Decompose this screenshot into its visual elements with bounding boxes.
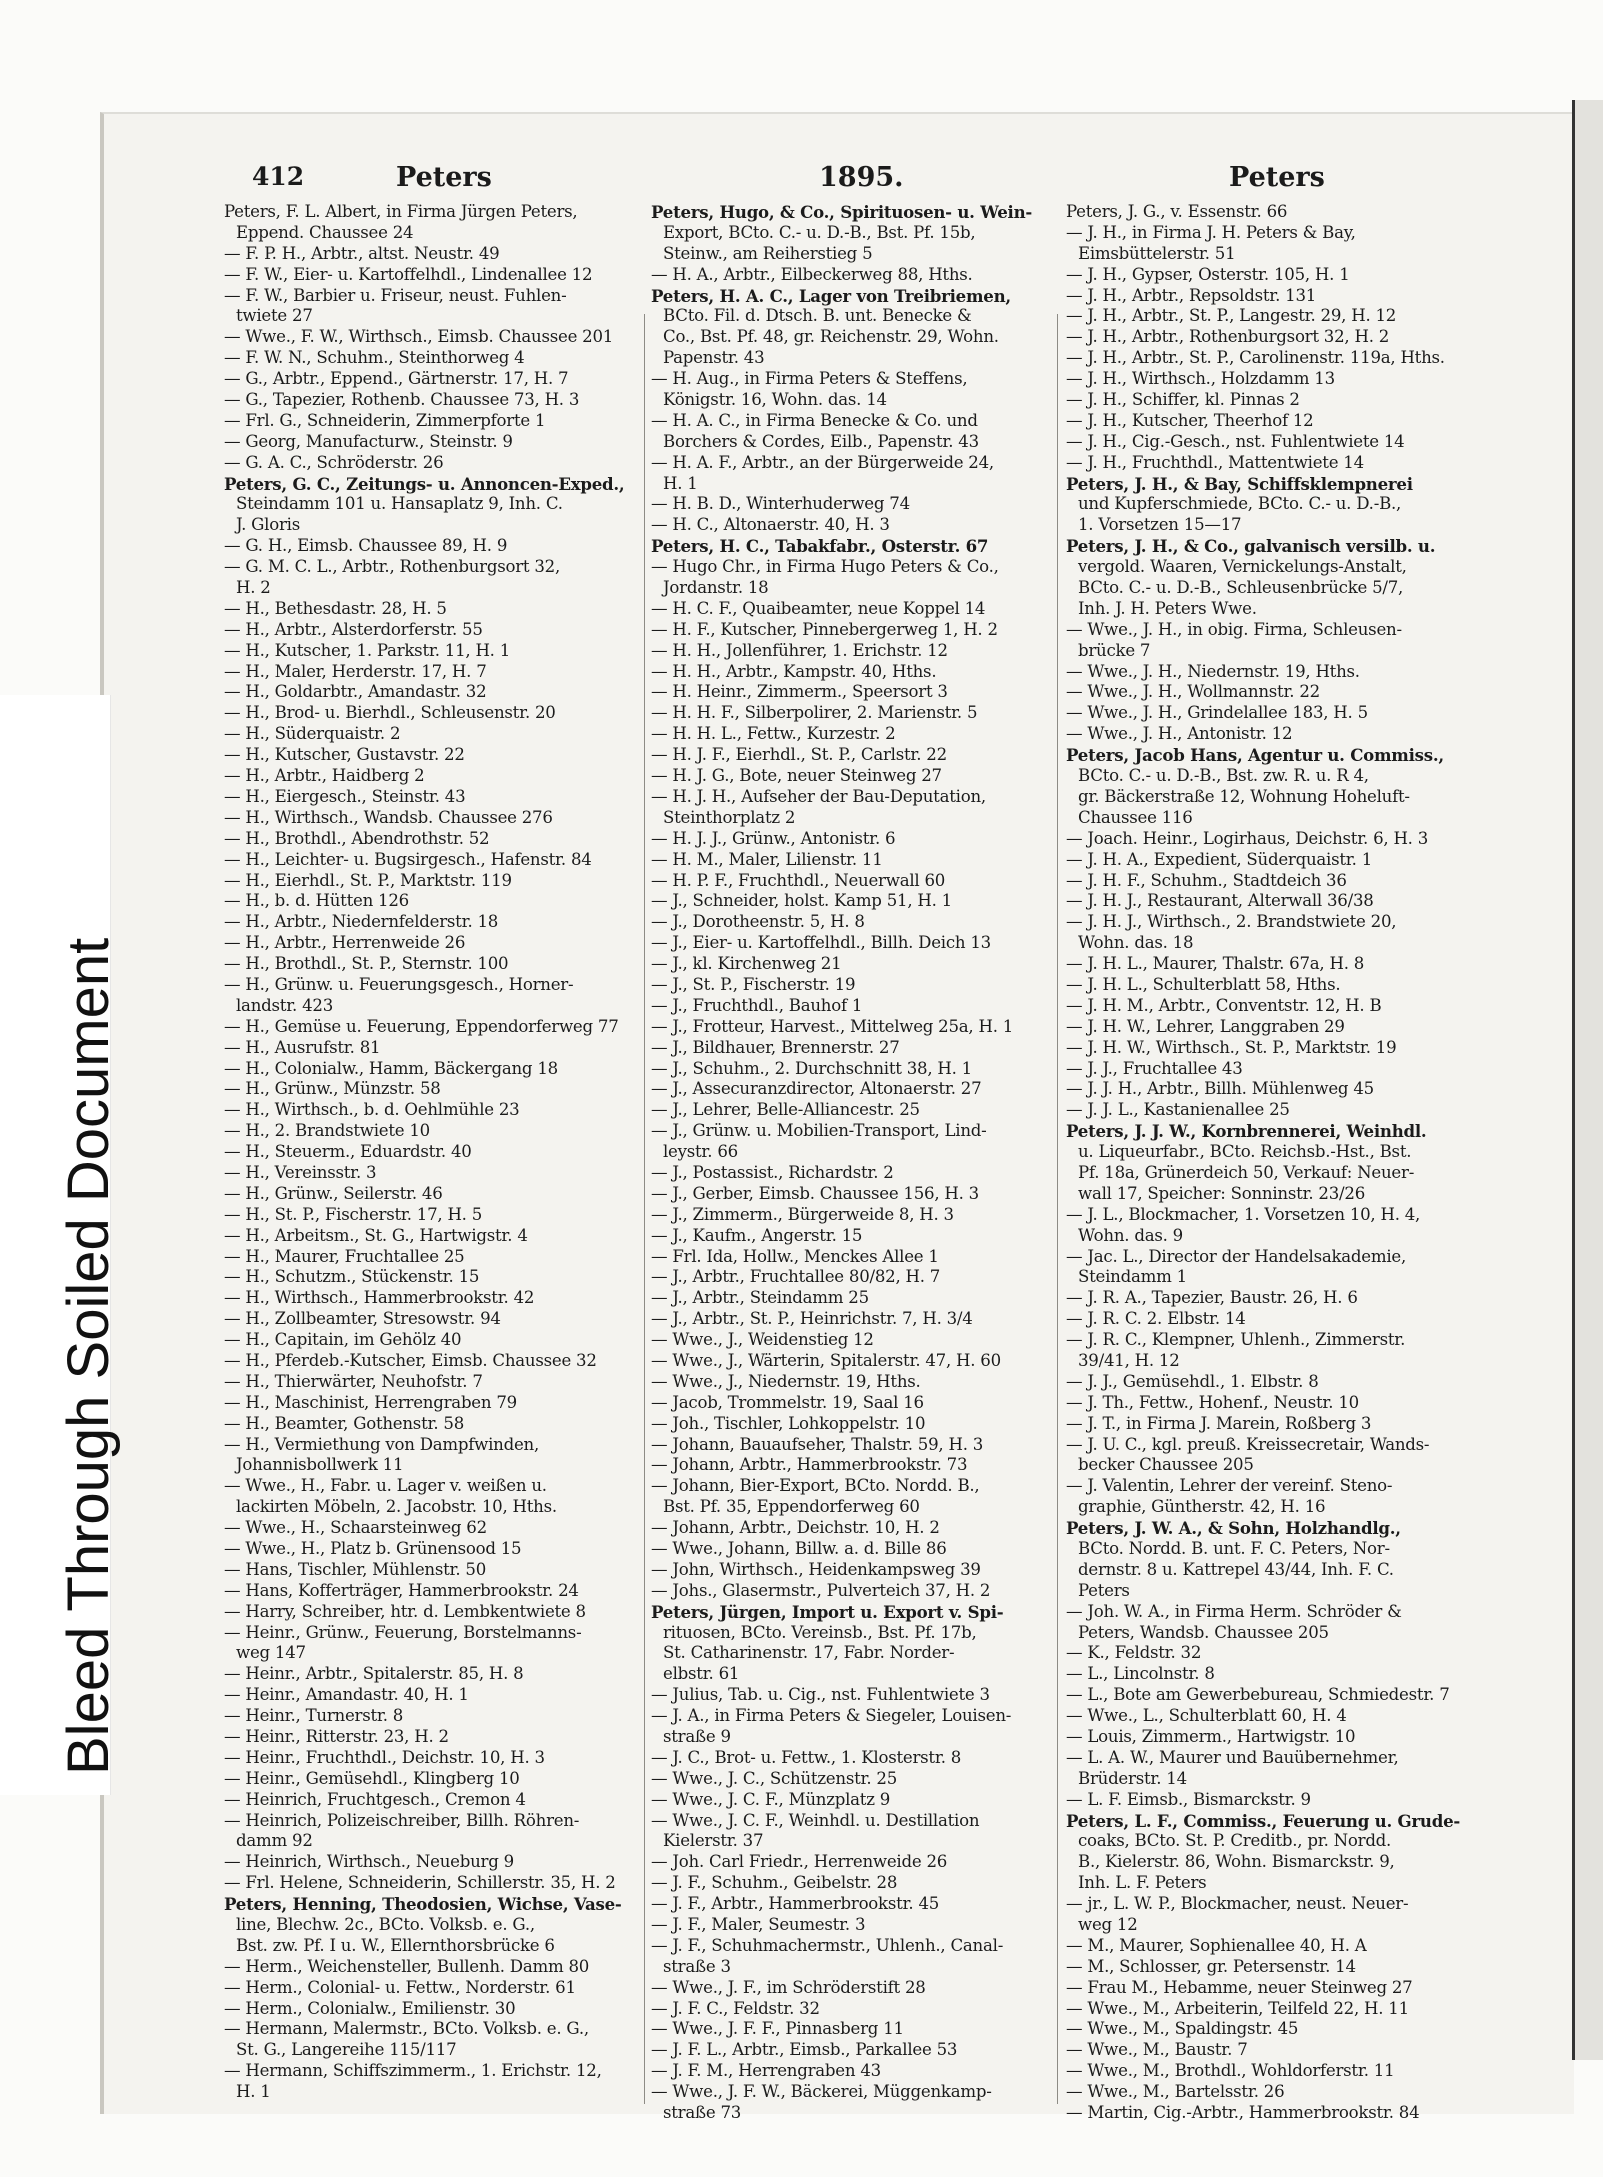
entry-line: — J. J. H., Arbtr., Billh. Mühlenweg 45 xyxy=(1066,1079,1374,1099)
entry-line: — J. H., Schiffer, kl. Pinnas 2 xyxy=(1066,390,1300,410)
entry-line: — J., Bildhauer, Brennerstr. 27 xyxy=(651,1037,900,1057)
entry-line: lackirten Möbeln, 2. Jacobstr. 10, Hths. xyxy=(236,1497,557,1517)
entry-line: Johannisbollwerk 11 xyxy=(236,1455,404,1475)
entry-line: — J. H. A., Expedient, Süderquaistr. 1 xyxy=(1066,849,1373,869)
entry-line: — J., kl. Kirchenweg 21 xyxy=(651,954,842,974)
entry-line: — H., Maler, Herderstr. 17, H. 7 xyxy=(224,661,487,681)
column-1 xyxy=(224,202,636,2103)
entry-line: — H., Süderquaistr. 2 xyxy=(224,724,401,744)
entry-line: — Frau M., Hebamme, neuer Steinweg 27 xyxy=(1066,1977,1413,1997)
entry-line: — H., Goldarbtr., Amandastr. 32 xyxy=(224,682,487,702)
entry-line: Wohn. das. 9 xyxy=(1078,1225,1183,1245)
entry-line: St. Catharinenstr. 17, Fabr. Norder- xyxy=(663,1643,955,1663)
entry-line: — J. R. A., Tapezier, Baustr. 26, H. 6 xyxy=(1066,1288,1358,1308)
entry-line: — Wwe., J. C. F., Münzplatz 9 xyxy=(651,1789,891,1809)
entry-line: — J., Arbtr., Fruchtallee 80/82, H. 7 xyxy=(651,1267,941,1287)
entry-line: — Frl. Ida, Hollw., Menckes Allee 1 xyxy=(651,1246,939,1266)
entry-line: — H., Arbtr., Alsterdorferstr. 55 xyxy=(224,619,483,639)
entry-line: — J. H. J., Wirthsch., 2. Brandstwiete 20, xyxy=(1066,912,1397,932)
entry-heading: Peters, H. A. C., Lager von Treibriemen, xyxy=(651,285,1011,306)
entry-line: — L., Bote am Gewerbebureau, Schmiedestr. 7 xyxy=(1066,1685,1450,1705)
entry-line: — Herm., Weichensteller, Bullenh. Damm 80 xyxy=(224,1956,590,1976)
entry-line: — Louis, Zimmerm., Hartwigstr. 10 xyxy=(1066,1727,1356,1747)
entry-line: — J., Dorotheenstr. 5, H. 8 xyxy=(651,912,865,932)
entry-line: — H., Eierhdl., St. P., Marktstr. 119 xyxy=(224,870,512,890)
entry-line: — J. H., Wirthsch., Holzdamm 13 xyxy=(1066,369,1335,389)
entry-line: Papenstr. 43 xyxy=(663,348,765,368)
entry-line: — L., Lincolnstr. 8 xyxy=(1066,1664,1215,1684)
entry-line: — J. F., Schuhm., Geibelstr. 28 xyxy=(651,1873,898,1893)
entry-line: — Heinr., Turnerstr. 8 xyxy=(224,1706,404,1726)
entry-line: — M., Schlosser, gr. Petersenstr. 14 xyxy=(1066,1956,1356,1976)
entry-line: — Jacob, Trommelstr. 19, Saal 16 xyxy=(651,1392,924,1412)
entry-line: Peters, J. G., v. Essenstr. 66 xyxy=(1066,202,1288,221)
entry-heading: Peters, J. J. W., Kornbrennerei, Weinhdl. xyxy=(1066,1121,1427,1142)
entry-line: — J., Postassist., Richardstr. 2 xyxy=(651,1162,894,1182)
entry-heading: Peters, Henning, Theodosien, Wichse, Vase- xyxy=(224,1894,622,1915)
entry-line: — H., Brod- u. Bierhdl., Schleusenstr. 20 xyxy=(224,703,556,723)
entry-line: — Heinr., Grünw., Feuerung, Borstelmanns- xyxy=(224,1622,582,1642)
entry-line: weg 147 xyxy=(236,1643,306,1663)
entry-line: — Heinr., Ritterstr. 23, H. 2 xyxy=(224,1727,449,1747)
entry-line: — J. H. M., Arbtr., Conventstr. 12, H. B xyxy=(1066,995,1382,1015)
entry-line: — J. H., Fruchthdl., Mattentwiete 14 xyxy=(1066,452,1364,472)
entry-line: — M., Maurer, Sophienallee 40, H. A xyxy=(1066,1935,1367,1955)
entry-line: — J., Zimmerm., Bürgerweide 8, H. 3 xyxy=(651,1204,954,1224)
entry-line: — H., Steuerm., Eduardstr. 40 xyxy=(224,1142,472,1162)
entry-line: — H., Zollbeamter, Stresowstr. 94 xyxy=(224,1309,501,1329)
entry-line: — Wwe., M., Arbeiterin, Teilfeld 22, H. 11 xyxy=(1066,1998,1409,2018)
entry-line: — Wwe., Johann, Billw. a. d. Bille 86 xyxy=(651,1539,947,1558)
entry-line: — H. A., Arbtr., Eilbeckerweg 88, Hths. xyxy=(651,264,973,284)
entry-line: — Wwe., J. C., Schützenstr. 25 xyxy=(651,1768,898,1788)
entry-line: elbstr. 61 xyxy=(663,1664,740,1684)
entry-line: Export, BCto. C.- u. D.-B., Bst. Pf. 15b, xyxy=(663,222,976,242)
entry-line: — H., Vermiethung von Dampfwinden, xyxy=(224,1434,539,1454)
entry-line: — H., Arbtr., Niedernfelderstr. 18 xyxy=(224,912,499,932)
entry-line: — H. J. J., Grünw., Antonistr. 6 xyxy=(651,828,896,848)
side-label-text: Bleed Through Soiled Document xyxy=(56,937,121,1775)
entry-line: BCto. Nordd. B. unt. F. C. Peters, Nor- xyxy=(1078,1539,1390,1558)
entry-line: — H., Eiergesch., Steinstr. 43 xyxy=(224,786,466,806)
entry-line: — G., Tapezier, Rothenb. Chaussee 73, H. 3 xyxy=(224,390,580,410)
entry-line: — H., Leichter- u. Bugsirgesch., Hafenstr. 84 xyxy=(224,849,592,869)
entry-line: — J., Frotteur, Harvest., Mittelweg 25a, H. 1 xyxy=(651,1016,1014,1036)
entry-line: J. Gloris xyxy=(236,515,300,535)
entry-line: — J. R. C. 2. Elbstr. 14 xyxy=(1066,1309,1246,1329)
entry-line: Jordanstr. 18 xyxy=(663,578,769,598)
entry-line: BCto. Fil. d. Dtsch. B. unt. Benecke & xyxy=(663,306,972,326)
entry-line: — H. A. C., in Firma Benecke & Co. und xyxy=(651,410,978,430)
entry-line: — Heinr., Amandastr. 40, H. 1 xyxy=(224,1685,469,1705)
entry-line: — J., Fruchthdl., Bauhof 1 xyxy=(651,995,863,1015)
entry-line: — H., Thierwärter, Neuhofstr. 7 xyxy=(224,1371,483,1391)
entry-line: — H. J. H., Aufseher der Bau-Deputation, xyxy=(651,786,986,806)
entry-line: — J. J., Gemüsehdl., 1. Elbstr. 8 xyxy=(1066,1371,1319,1391)
entry-line: — Wwe., J. F. F., Pinnasberg 11 xyxy=(651,2019,904,2039)
entry-line: gr. Bäckerstraße 12, Wohnung Hoheluft- xyxy=(1078,786,1410,806)
entry-line: Königstr. 16, Wohn. das. 14 xyxy=(663,390,887,410)
entry-line: — H., Gemüse u. Feuerung, Eppendorferweg 77 xyxy=(224,1016,619,1036)
entry-line: — H. F., Kutscher, Pinnebergerweg 1, H. 2 xyxy=(651,619,998,639)
year-heading: 1895. xyxy=(819,162,904,193)
column-3 xyxy=(1066,202,1474,2124)
entry-line: vergold. Waaren, Vernickelungs-Anstalt, xyxy=(1078,557,1407,577)
entry-line: — H., Wirthsch., Hammerbrookstr. 42 xyxy=(224,1288,535,1308)
directory-page xyxy=(100,112,1574,2123)
entry-line: H. 2 xyxy=(236,578,271,598)
entry-line: — Hugo Chr., in Firma Hugo Peters & Co., xyxy=(651,557,999,577)
entry-line: — J. F., Maler, Seumestr. 3 xyxy=(651,1915,866,1935)
entry-line: — Heinr., Fruchthdl., Deichstr. 10, H. 3 xyxy=(224,1747,545,1767)
entry-line: Bst. Pf. 35, Eppendorferweg 60 xyxy=(663,1497,920,1517)
entry-line: Pf. 18a, Grünerdeich 50, Verkauf: Neuer- xyxy=(1078,1162,1415,1182)
entry-line: — J. H. W., Lehrer, Langgraben 29 xyxy=(1066,1016,1345,1036)
entry-line: — Harry, Schreiber, htr. d. Lembkentwiete 8 xyxy=(224,1601,586,1621)
entry-line: Brüderstr. 14 xyxy=(1078,1768,1187,1788)
entry-line: Borchers & Cordes, Eilb., Papenstr. 43 xyxy=(663,431,979,451)
entry-line: — J. L., Blockmacher, 1. Vorsetzen 10, H. 4, xyxy=(1066,1204,1421,1224)
entry-line: — H. H., Arbtr., Kampstr. 40, Hths. xyxy=(651,661,937,681)
entry-line: — Johs., Glasermstr., Pulverteich 37, H. 2 xyxy=(651,1580,991,1600)
entry-line: — H., Capitain, im Gehölz 40 xyxy=(224,1330,462,1350)
entry-line: — F. W. N., Schuhm., Steinthorweg 4 xyxy=(224,348,525,368)
entry-line: Eimsbüttelerstr. 51 xyxy=(1078,243,1236,263)
entry-line: — Johann, Bier-Export, BCto. Nordd. B., xyxy=(651,1476,980,1496)
entry-line: Peters, Wandsb. Chaussee 205 xyxy=(1078,1622,1329,1642)
entry-line: — H., Arbtr., Haidberg 2 xyxy=(224,766,425,786)
entry-line: — H., Arbeitsm., St. G., Hartwigstr. 4 xyxy=(224,1225,528,1245)
entry-line: — J. J., Fruchtallee 43 xyxy=(1066,1058,1243,1078)
entry-line: — Johann, Arbtr., Hammerbrookstr. 73 xyxy=(651,1455,968,1475)
entry-line: BCto. C.- u. D.-B., Bst. zw. R. u. R 4, xyxy=(1078,766,1369,786)
entry-line: — J., Lehrer, Belle-Alliancestr. 25 xyxy=(651,1100,920,1120)
entry-line: — J. F. C., Feldstr. 32 xyxy=(651,1998,820,2018)
entry-line: — Wwe., F. W., Wirthsch., Eimsb. Chaussee 201 xyxy=(224,327,614,347)
entry-line: — J. F., Arbtr., Hammerbrookstr. 45 xyxy=(651,1894,940,1914)
entry-line: — Hermann, Malermstr., BCto. Volksb. e. G., xyxy=(224,2019,589,2039)
entry-line: — Hans, Kofferträger, Hammerbrookstr. 24 xyxy=(224,1580,579,1600)
entry-line: — jr., L. W. P., Blockmacher, neust. Neuer- xyxy=(1066,1894,1409,1914)
column-rule-1 xyxy=(644,314,645,2104)
entry-line: — J. A., in Firma Peters & Siegeler, Louisen- xyxy=(651,1706,1012,1726)
entry-line: — J. H., Arbtr., Rothenburgsort 32, H. 2 xyxy=(1066,327,1390,347)
entry-line: — Wwe., J., Niedernstr. 19, Hths. xyxy=(651,1371,921,1391)
entry-line: — H., Kutscher, Gustavstr. 22 xyxy=(224,745,465,765)
entry-line: — F. W., Eier- u. Kartoffelhdl., Lindenallee 12 xyxy=(224,264,593,284)
entry-line: BCto. C.- u. D.-B., Schleusenbrücke 5/7, xyxy=(1078,578,1404,598)
entry-line: — Wwe., J. H., Niedernstr. 19, Hths. xyxy=(1066,661,1360,681)
entry-line: — H. B. D., Winterhuderweg 74 xyxy=(651,494,910,514)
entry-line: — H., Vereinsstr. 3 xyxy=(224,1162,377,1182)
entry-line: — G. M. C. L., Arbtr., Rothenburgsort 32, xyxy=(224,557,560,577)
entry-line: — Wwe., L., Schulterblatt 60, H. 4 xyxy=(1066,1706,1347,1726)
entry-heading: Peters, Jacob Hans, Agentur u. Commiss., xyxy=(1066,745,1444,766)
entry-line: — Herm., Colonial- u. Fettw., Norderstr. 61 xyxy=(224,1977,576,1997)
entry-line: — Wwe., J. F., im Schröderstift 28 xyxy=(651,1977,926,1997)
entry-line: Inh. J. H. Peters Wwe. xyxy=(1078,598,1257,618)
entry-line: — J. F. M., Herrengraben 43 xyxy=(651,2061,881,2081)
entry-line: Kielerstr. 37 xyxy=(663,1831,764,1851)
adjacent-page-edge xyxy=(1572,100,1603,2060)
entry-line: — H., b. d. Hütten 126 xyxy=(224,891,409,911)
entry-line: — H., Schutzm., Stückenstr. 15 xyxy=(224,1267,480,1287)
entry-line: — H., Bethesdastr. 28, H. 5 xyxy=(224,598,447,618)
entry-line: — Heinrich, Fruchtgesch., Cremon 4 xyxy=(224,1789,526,1809)
entry-line: Peters xyxy=(1078,1580,1130,1600)
entry-line: — H., Wirthsch., b. d. Oehlmühle 23 xyxy=(224,1100,520,1120)
entry-line: — H., Maurer, Fruchtallee 25 xyxy=(224,1246,465,1266)
entry-line: — Heinrich, Wirthsch., Neueburg 9 xyxy=(224,1852,514,1872)
column-2 xyxy=(651,202,1047,2124)
entry-heading: Peters, G. C., Zeitungs- u. Annoncen-Exped., xyxy=(224,473,625,494)
entry-line: brücke 7 xyxy=(1078,640,1151,660)
entry-line: — J. H. F., Schuhm., Stadtdeich 36 xyxy=(1066,870,1347,890)
entry-line: — Joh. Carl Friedr., Herrenweide 26 xyxy=(651,1852,948,1872)
entry-line: — Wwe., J. H., Grindelallee 183, H. 5 xyxy=(1066,703,1368,723)
entry-line: — Wwe., J. C. F., Weinhdl. u. Destillation xyxy=(651,1810,980,1830)
entry-line: — H., Arbtr., Herrenweide 26 xyxy=(224,933,466,953)
entry-line: — Wwe., H., Schaarsteinweg 62 xyxy=(224,1518,487,1538)
entry-line: — H., Grünw., Münzstr. 58 xyxy=(224,1079,441,1099)
entry-line: — Wwe., J., Wärterin, Spitalerstr. 47, H. 60 xyxy=(651,1350,1001,1370)
entry-line: — J. U. C., kgl. preuß. Kreissecretair, Wands- xyxy=(1066,1434,1430,1454)
entry-heading: Peters, L. F., Commiss., Feuerung u. Grude- xyxy=(1066,1810,1461,1831)
entry-line: — J. H., Arbtr., St. P., Carolinenstr. 119a, Hths. xyxy=(1066,348,1445,368)
entry-line: — J. H., Arbtr., St. P., Langestr. 29, H. 12 xyxy=(1066,306,1397,326)
entry-line: — J. H. L., Maurer, Thalstr. 67a, H. 8 xyxy=(1066,954,1365,974)
entry-line: straße 3 xyxy=(663,1956,731,1976)
entry-line: — J., Eier- u. Kartoffelhdl., Billh. Deich 13 xyxy=(651,933,991,953)
entry-line: — H., Colonialw., Hamm, Bäckergang 18 xyxy=(224,1058,558,1078)
entry-line: — H., Pferdeb.-Kutscher, Eimsb. Chaussee 32 xyxy=(224,1350,597,1370)
entry-line: — Heinrich, Polizeischreiber, Billh. Röhren- xyxy=(224,1810,580,1830)
entry-line: — L. F. Eimsb., Bismarckstr. 9 xyxy=(1066,1789,1311,1809)
entry-line: weg 12 xyxy=(1078,1915,1138,1935)
entry-line: — H. Aug., in Firma Peters & Steffens, xyxy=(651,369,968,389)
entry-line: — Herm., Colonialw., Emilienstr. 30 xyxy=(224,1998,516,2018)
entry-line: straße 73 xyxy=(663,2103,742,2123)
entry-line: — Johann, Bauaufseher, Thalstr. 59, H. 3 xyxy=(651,1434,984,1454)
entry-line: — J. C., Brot- u. Fettw., 1. Klosterstr. 8 xyxy=(651,1747,962,1767)
entry-line: — H. C., Altonaerstr. 40, H. 3 xyxy=(651,515,890,535)
entry-heading: Peters, Hugo, & Co., Spirituosen- u. Wein- xyxy=(651,202,1033,222)
entry-line: — J., Assecuranzdirector, Altonaerstr. 27 xyxy=(651,1079,982,1099)
entry-line: — Wwe., M., Baustr. 7 xyxy=(1066,2040,1248,2060)
entry-line: B., Kielerstr. 86, Wohn. Bismarckstr. 9, xyxy=(1078,1852,1395,1872)
entry-line: 1. Vorsetzen 15—17 xyxy=(1078,515,1242,535)
entry-line: Inh. L. F. Peters xyxy=(1078,1873,1207,1893)
entry-line: — J. T., in Firma J. Marein, Roßberg 3 xyxy=(1066,1413,1372,1433)
entry-line: Chaussee 116 xyxy=(1078,807,1193,827)
entry-line: Wohn. das. 18 xyxy=(1078,933,1194,953)
entry-line: — J. H., Gypser, Osterstr. 105, H. 1 xyxy=(1066,264,1350,284)
bleed-through-label xyxy=(0,695,121,1795)
entry-line: — Joach. Heinr., Logirhaus, Deichstr. 6, H. 3 xyxy=(1066,828,1429,848)
entry-line: — H. J. G., Bote, neuer Steinweg 27 xyxy=(651,766,942,786)
entry-line: Bst. zw. Pf. I u. W., Ellernthorsbrücke 6 xyxy=(236,1935,555,1955)
entry-line: — H. H. L., Fettw., Kurzestr. 2 xyxy=(651,724,896,744)
entry-line: — Wwe., J. H., Wollmannstr. 22 xyxy=(1066,682,1320,702)
entry-line: — J., St. P., Fischerstr. 19 xyxy=(651,974,856,994)
entry-line: — Wwe., M., Brothdl., Wohldorferstr. 11 xyxy=(1066,2061,1395,2081)
entry-line: — J. H., in Firma J. H. Peters & Bay, xyxy=(1066,222,1356,242)
entry-line: — H., Kutscher, 1. Parkstr. 11, H. 1 xyxy=(224,640,511,660)
column-rule-2 xyxy=(1057,314,1058,2104)
entry-line: — J. H., Cig.-Gesch., nst. Fuhlentwiete 14 xyxy=(1066,431,1405,451)
entry-line: dernstr. 8 u. Kattrepel 43/44, Inh. F. C. xyxy=(1078,1559,1394,1579)
entry-line: — J. Th., Fettw., Hohenf., Neustr. 10 xyxy=(1066,1392,1359,1412)
entry-line: leystr. 66 xyxy=(663,1142,738,1162)
page-number: 412 xyxy=(252,162,305,191)
entry-line: — J., Kaufm., Angerstr. 15 xyxy=(651,1225,863,1245)
entry-line: — H., Maschinist, Herrengraben 79 xyxy=(224,1392,517,1412)
entry-line: Steinw., am Reiherstieg 5 xyxy=(663,243,873,263)
entry-line: — J., Arbtr., Steindamm 25 xyxy=(651,1288,869,1308)
entry-line: — H., 2. Brandstwiete 10 xyxy=(224,1121,430,1141)
entry-line: H. 1 xyxy=(663,473,698,493)
entry-line: — L. A. W., Maurer und Bauübernehmer, xyxy=(1066,1747,1399,1767)
entry-line: — John, Wirthsch., Heidenkampsweg 39 xyxy=(651,1559,981,1579)
entry-line: Eppend. Chaussee 24 xyxy=(236,222,414,242)
entry-line: — H. Heinr., Zimmerm., Speersort 3 xyxy=(651,682,948,702)
entry-line: — Wwe., J. H., in obig. Firma, Schleusen- xyxy=(1066,619,1402,639)
entry-line: und Kupferschmiede, BCto. C.- u. D.-B., xyxy=(1078,494,1402,514)
entry-line: Steindamm 101 u. Hansaplatz 9, Inh. C. xyxy=(236,494,563,514)
entry-line: line, Blechw. 2c., BCto. Volksb. e. G., xyxy=(236,1915,535,1935)
entry-heading: Peters, Jürgen, Import u. Export v. Spi- xyxy=(651,1601,1004,1622)
entry-line: Co., Bst. Pf. 48, gr. Reichenstr. 29, Wohn. xyxy=(663,327,999,347)
entry-line: — Jac. L., Director der Handelsakademie, xyxy=(1066,1246,1407,1266)
entry-line: — J., Gerber, Eimsb. Chaussee 156, H. 3 xyxy=(651,1183,979,1203)
entry-line: — J. H. J., Restaurant, Alterwall 36/38 xyxy=(1066,891,1374,911)
entry-line: — J. H. W., Wirthsch., St. P., Marktstr. 19 xyxy=(1066,1037,1397,1057)
entry-line: — H., Grünw., Seilerstr. 46 xyxy=(224,1183,443,1203)
entry-line: — Georg, Manufacturw., Steinstr. 9 xyxy=(224,431,513,451)
entry-line: Peters, F. L. Albert, in Firma Jürgen Peters, xyxy=(224,202,578,221)
entry-line: — H., Brothdl., St. P., Sternstr. 100 xyxy=(224,954,509,974)
entry-line: — Hans, Tischler, Mühlenstr. 50 xyxy=(224,1559,487,1579)
entry-line: — J., Schneider, holst. Kamp 51, H. 1 xyxy=(651,891,952,911)
entry-line: — Wwe., H., Platz b. Grünensood 15 xyxy=(224,1539,522,1558)
entry-line: rituosen, BCto. Vereinsb., Bst. Pf. 17b, xyxy=(663,1622,977,1642)
entry-line: — H., Brothdl., Abendrothstr. 52 xyxy=(224,828,490,848)
entry-line: — H. J. F., Eierhdl., St. P., Carlstr. 22 xyxy=(651,745,947,765)
entry-line: — H. M., Maler, Lilienstr. 11 xyxy=(651,849,883,869)
entry-line: — J., Grünw. u. Mobilien-Transport, Lind- xyxy=(651,1121,987,1141)
entry-line: — G. H., Eimsb. Chaussee 89, H. 9 xyxy=(224,536,508,556)
entry-line: — J. F., Schuhmachermstr., Uhlenh., Canal- xyxy=(651,1935,1004,1955)
entry-line: — H. H., Jollenführer, 1. Erichstr. 12 xyxy=(651,640,948,660)
entry-line: — H. C. F., Quaibeamter, neue Koppel 14 xyxy=(651,598,986,618)
entry-line: — Joh. W. A., in Firma Herm. Schröder & xyxy=(1066,1601,1402,1621)
entry-line: wall 17, Speicher: Sonninstr. 23/26 xyxy=(1078,1183,1366,1203)
entry-line: — Joh., Tischler, Lohkoppelstr. 10 xyxy=(651,1413,926,1433)
entry-line: — J. Valentin, Lehrer der vereinf. Steno- xyxy=(1066,1476,1393,1496)
entry-line: — J. J. L., Kastanienallee 25 xyxy=(1066,1100,1290,1120)
entry-line: — J. R. C., Klempner, Uhlenh., Zimmerstr. xyxy=(1066,1330,1406,1350)
entry-line: u. Liqueurfabr., BCto. Reichsb.-Hst., Bst. xyxy=(1078,1142,1412,1162)
entry-line: — F. P. H., Arbtr., altst. Neustr. 49 xyxy=(224,243,500,263)
entry-line: becker Chaussee 205 xyxy=(1078,1455,1254,1475)
entry-line: — K., Feldstr. 32 xyxy=(1066,1643,1202,1663)
entry-line: — Heinr., Arbtr., Spitalerstr. 85, H. 8 xyxy=(224,1664,524,1684)
entry-line: — Wwe., M., Bartelsstr. 26 xyxy=(1066,2082,1285,2102)
entry-line: — H., Ausrufstr. 81 xyxy=(224,1037,381,1057)
entry-line: — Wwe., J. F. W., Bäckerei, Müggenkamp- xyxy=(651,2082,992,2102)
entry-line: — H., Grünw. u. Feuerungsgesch., Horner- xyxy=(224,974,574,994)
entry-line: — H., Beamter, Gothenstr. 58 xyxy=(224,1413,465,1433)
entry-line: St. G., Langereihe 115/117 xyxy=(236,2040,457,2060)
entry-line: — Martin, Cig.-Arbtr., Hammerbrookstr. 84 xyxy=(1066,2103,1420,2123)
entry-line: — Heinr., Gemüsehdl., Klingberg 10 xyxy=(224,1768,520,1788)
entry-line: — J. H., Arbtr., Repsoldstr. 131 xyxy=(1066,285,1317,305)
entry-line: damm 92 xyxy=(236,1831,313,1851)
entry-line: — H. P. F., Fruchthdl., Neuerwall 60 xyxy=(651,870,946,890)
entry-line: — Hermann, Schiffszimmerm., 1. Erichstr. 12, xyxy=(224,2061,602,2081)
entry-line: — Wwe., J., Weidenstieg 12 xyxy=(651,1330,874,1350)
entry-line: — Wwe., J. H., Antonistr. 12 xyxy=(1066,724,1293,744)
entry-line: — Wwe., H., Fabr. u. Lager v. weißen u. xyxy=(224,1476,547,1496)
entry-line: 39/41, H. 12 xyxy=(1078,1350,1180,1370)
entry-line: — J. H. L., Schulterblatt 58, Hths. xyxy=(1066,974,1341,994)
entry-line: — J. F. L., Arbtr., Eimsb., Parkallee 53 xyxy=(651,2040,958,2060)
entry-line: graphie, Güntherstr. 42, H. 16 xyxy=(1078,1497,1326,1517)
entry-line: — Wwe., M., Spaldingstr. 45 xyxy=(1066,2019,1299,2039)
entry-line: — Frl. Helene, Schneiderin, Schillerstr. 35, H. 2 xyxy=(224,1873,616,1893)
entry-line: — Julius, Tab. u. Cig., nst. Fuhlentwiete 3 xyxy=(651,1685,990,1705)
entry-line: — H., St. P., Fischerstr. 17, H. 5 xyxy=(224,1204,483,1224)
entry-line: — Frl. G., Schneiderin, Zimmerpforte 1 xyxy=(224,410,546,430)
entry-line: straße 9 xyxy=(663,1727,731,1747)
entry-heading: Peters, J. W. A., & Sohn, Holzhandlg., xyxy=(1066,1518,1401,1539)
entry-line: — J. H., Kutscher, Theerhof 12 xyxy=(1066,410,1314,430)
entry-heading: Peters, J. H., & Co., galvanisch versilb. u. xyxy=(1066,536,1436,557)
running-head-left: Peters xyxy=(396,162,492,193)
entry-line: — G., Arbtr., Eppend., Gärtnerstr. 17, H. 7 xyxy=(224,369,569,389)
entry-heading: Peters, H. C., Tabakfabr., Osterstr. 67 xyxy=(651,536,989,557)
entry-line: landstr. 423 xyxy=(236,995,334,1015)
entry-line: H. 1 xyxy=(236,2082,271,2102)
entry-line: — H., Wirthsch., Wandsb. Chaussee 276 xyxy=(224,807,553,827)
entry-line: twiete 27 xyxy=(236,306,313,326)
entry-line: Steindamm 1 xyxy=(1078,1267,1187,1287)
entry-heading: Peters, J. H., & Bay, Schiffsklempnerei xyxy=(1066,473,1413,494)
entry-line: — F. W., Barbier u. Friseur, neust. Fuhlen- xyxy=(224,285,567,305)
entry-line: — H. H. F., Silberpolirer, 2. Marienstr. 5 xyxy=(651,703,978,723)
entry-line: — Johann, Arbtr., Deichstr. 10, H. 2 xyxy=(651,1518,940,1538)
entry-line: — J., Arbtr., St. P., Heinrichstr. 7, H. 3/4 xyxy=(651,1309,973,1329)
entry-line: coaks, BCto. St. P. Creditb., pr. Nordd. xyxy=(1078,1831,1392,1851)
running-head-right: Peters xyxy=(1229,162,1325,193)
entry-line: — J., Schuhm., 2. Durchschnitt 38, H. 1 xyxy=(651,1058,972,1078)
entry-line: Steinthorplatz 2 xyxy=(663,807,796,827)
entry-line: — H. A. F., Arbtr., an der Bürgerweide 24, xyxy=(651,452,994,472)
entry-line: — G. A. C., Schröderstr. 26 xyxy=(224,452,444,472)
